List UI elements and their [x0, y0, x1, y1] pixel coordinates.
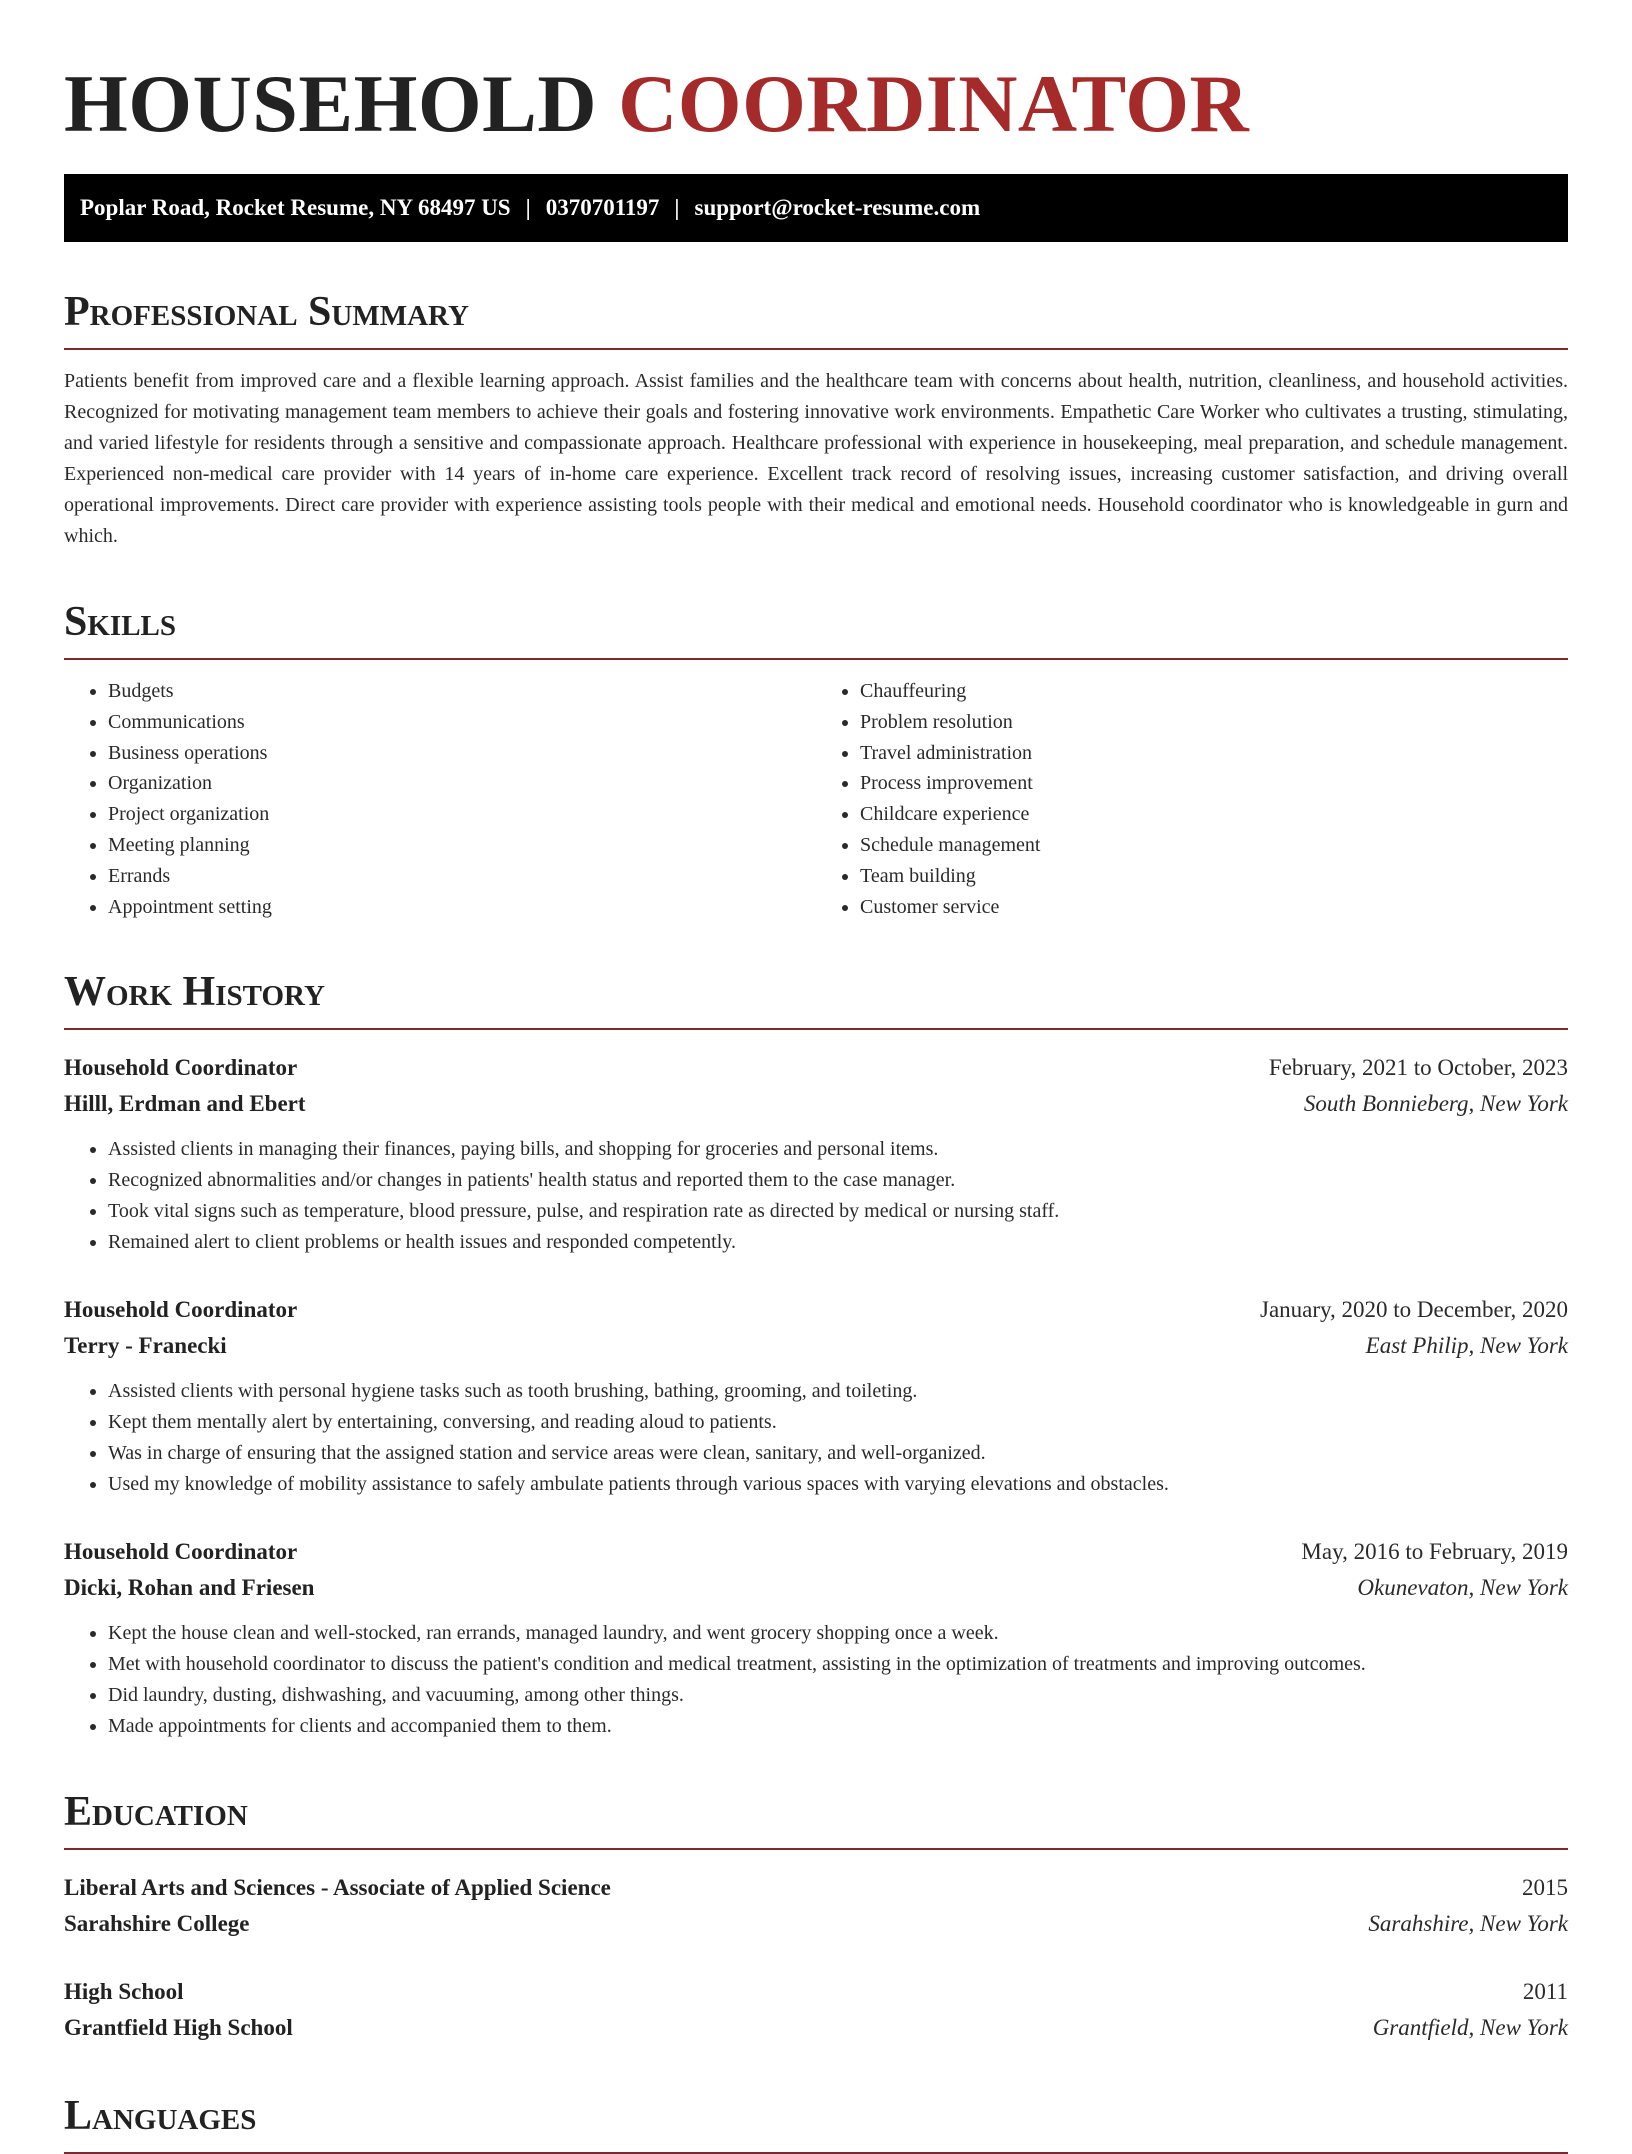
- education-school: Sarahshire College: [64, 1911, 250, 1937]
- job-company-row: [64, 1328, 1568, 1364]
- job-bullet: • Used my knowledge of mobility assistance to safely ambulate patients through various spaces with varying elevations and obstacles.: [108, 1469, 1568, 1500]
- education-location: Sarahshire, New York: [1368, 1911, 1568, 1937]
- contact-separator: |: [674, 195, 680, 220]
- job-bullet: • Kept the house clean and well-stocked, ran errands, managed laundry, and went grocery shopping once a week.: [108, 1618, 1568, 1649]
- section-title-work-history: Work History: [64, 968, 1568, 1030]
- job-bullet: • Was in charge of ensuring that the assigned station and service areas were clean, sanitary, and well-organized.: [108, 1438, 1568, 1469]
- skill-item: • Budgets: [108, 676, 816, 707]
- job-bullet: • Assisted clients with personal hygiene tasks such as tooth brushing, bathing, grooming, and toileting.: [108, 1376, 1568, 1407]
- job-header-row: [64, 1534, 1568, 1570]
- section-title-languages: Languages: [64, 2092, 1568, 2154]
- job-company-row: [64, 1086, 1568, 1122]
- job-location: East Philip, New York: [1365, 1333, 1568, 1359]
- job-bullet: • Did laundry, dusting, dishwashing, and vacuuming, among other things.: [108, 1680, 1568, 1711]
- contact-phone: 0370701197: [545, 195, 660, 220]
- job-title: Household Coordinator: [64, 1055, 298, 1081]
- name-first: HOUSEHOLD: [64, 58, 598, 149]
- education-degree-row: [64, 1870, 1568, 1906]
- job-bullets: [64, 1376, 1568, 1500]
- job-entry: [64, 1292, 1568, 1500]
- section-title-skills: Skills: [64, 598, 1568, 660]
- contact-separator: |: [525, 195, 531, 220]
- job-company: Dicki, Rohan and Friesen: [64, 1575, 315, 1601]
- job-bullet: • Assisted clients in managing their finances, paying bills, and shopping for groceries and personal items.: [108, 1134, 1568, 1165]
- job-bullet: • Remained alert to client problems or health issues and responded competently.: [108, 1227, 1568, 1258]
- job-bullet: • Made appointments for clients and accompanied them to them.: [108, 1711, 1568, 1742]
- job-title: Household Coordinator: [64, 1539, 298, 1565]
- education-school: Grantfield High School: [64, 2015, 293, 2041]
- skill-item: • Schedule management: [860, 830, 1568, 861]
- summary-text: Patients benefit from improved care and a flexible learning approach. Assist families and the healthcare team with concerns about health, nutrition, cleanliness, and household activities. Recognized for motivating management team members to achieve their goals and fostering innovative work environments. Empathetic Care Worker who cultivates a trusting, stimulating, and varied lifestyle for residents through a sensitive and compassionate approach. Healthcare professional with experience in housekeeping, meal preparation, and schedule management. Experienced non-medical care provider with 14 years of in-home care experience. Excellent track record of resolving issues, increasing customer satisfaction, and driving overall operational improvements. Direct care provider with experience assisting tools people with their medical and emotional needs. Household coordinator who is knowledgeable in gurn and which.: [64, 370, 1568, 547]
- education-entry: [64, 1870, 1568, 1942]
- resume-name: [64, 56, 1568, 152]
- skill-item: • Project organization: [108, 799, 816, 830]
- job-bullet: • Met with household coordinator to discuss the patient's condition and medical treatment, assisting in the optimization of treatments and improving outcomes.: [108, 1649, 1568, 1680]
- job-entry: [64, 1534, 1568, 1742]
- job-dates: May, 2016 to February, 2019: [1301, 1539, 1568, 1565]
- job-location: South Bonnieberg, New York: [1303, 1091, 1568, 1117]
- job-entry: [64, 1050, 1568, 1258]
- skill-item: • Organization: [108, 768, 816, 799]
- skills-list: [64, 676, 1568, 922]
- skill-item: • Communications: [108, 707, 816, 738]
- education-degree-row: [64, 1974, 1568, 2010]
- contact-email: support@rocket-resume.com: [694, 195, 981, 220]
- education-degree: Liberal Arts and Sciences - Associate of Applied Science: [64, 1875, 611, 1901]
- job-dates: January, 2020 to December, 2020: [1260, 1297, 1568, 1323]
- skills-column-right: [816, 676, 1568, 922]
- job-bullets: [64, 1618, 1568, 1742]
- skill-item: • Customer service: [860, 892, 1568, 923]
- contact-address: Poplar Road, Rocket Resume, NY 68497 US: [80, 195, 511, 220]
- education-year: 2015: [1522, 1875, 1568, 1901]
- education-school-row: [64, 2010, 1568, 2046]
- skill-item: • Team building: [860, 861, 1568, 892]
- skill-item: • Appointment setting: [108, 892, 816, 923]
- education-location: Grantfield, New York: [1372, 2015, 1568, 2041]
- job-title: Household Coordinator: [64, 1297, 298, 1323]
- job-company: Hilll, Erdman and Ebert: [64, 1091, 306, 1117]
- skill-item: • Process improvement: [860, 768, 1568, 799]
- skill-item: • Chauffeuring: [860, 676, 1568, 707]
- job-bullet: • Kept them mentally alert by entertaining, conversing, and reading aloud to patients.: [108, 1407, 1568, 1438]
- skill-item: • Problem resolution: [860, 707, 1568, 738]
- education-degree: High School: [64, 1979, 184, 2005]
- education-school-row: [64, 1906, 1568, 1942]
- skills-column-left: [64, 676, 816, 922]
- job-company-row: [64, 1570, 1568, 1606]
- job-header-row: [64, 1292, 1568, 1328]
- job-dates: February, 2021 to October, 2023: [1268, 1055, 1568, 1081]
- contact-bar: [64, 174, 1568, 242]
- skill-item: • Travel administration: [860, 738, 1568, 769]
- skill-item: • Childcare experience: [860, 799, 1568, 830]
- job-company: Terry - Franecki: [64, 1333, 227, 1359]
- job-header-row: [64, 1050, 1568, 1086]
- job-location: Okunevaton, New York: [1357, 1575, 1568, 1601]
- job-bullets: [64, 1134, 1568, 1258]
- education-entry: [64, 1974, 1568, 2046]
- name-last: COORDINATOR: [618, 58, 1250, 149]
- skill-item: • Business operations: [108, 738, 816, 769]
- skill-item: • Errands: [108, 861, 816, 892]
- job-bullet: • Took vital signs such as temperature, blood pressure, pulse, and respiration rate as directed by medical or nursing staff.: [108, 1196, 1568, 1227]
- skill-item: • Meeting planning: [108, 830, 816, 861]
- education-year: 2011: [1522, 1979, 1568, 2005]
- section-title-education: Education: [64, 1788, 1568, 1850]
- section-title-summary: Professional Summary: [64, 288, 1568, 350]
- job-bullet: • Recognized abnormalities and/or changes in patients' health status and reported them to the case manager.: [108, 1165, 1568, 1196]
